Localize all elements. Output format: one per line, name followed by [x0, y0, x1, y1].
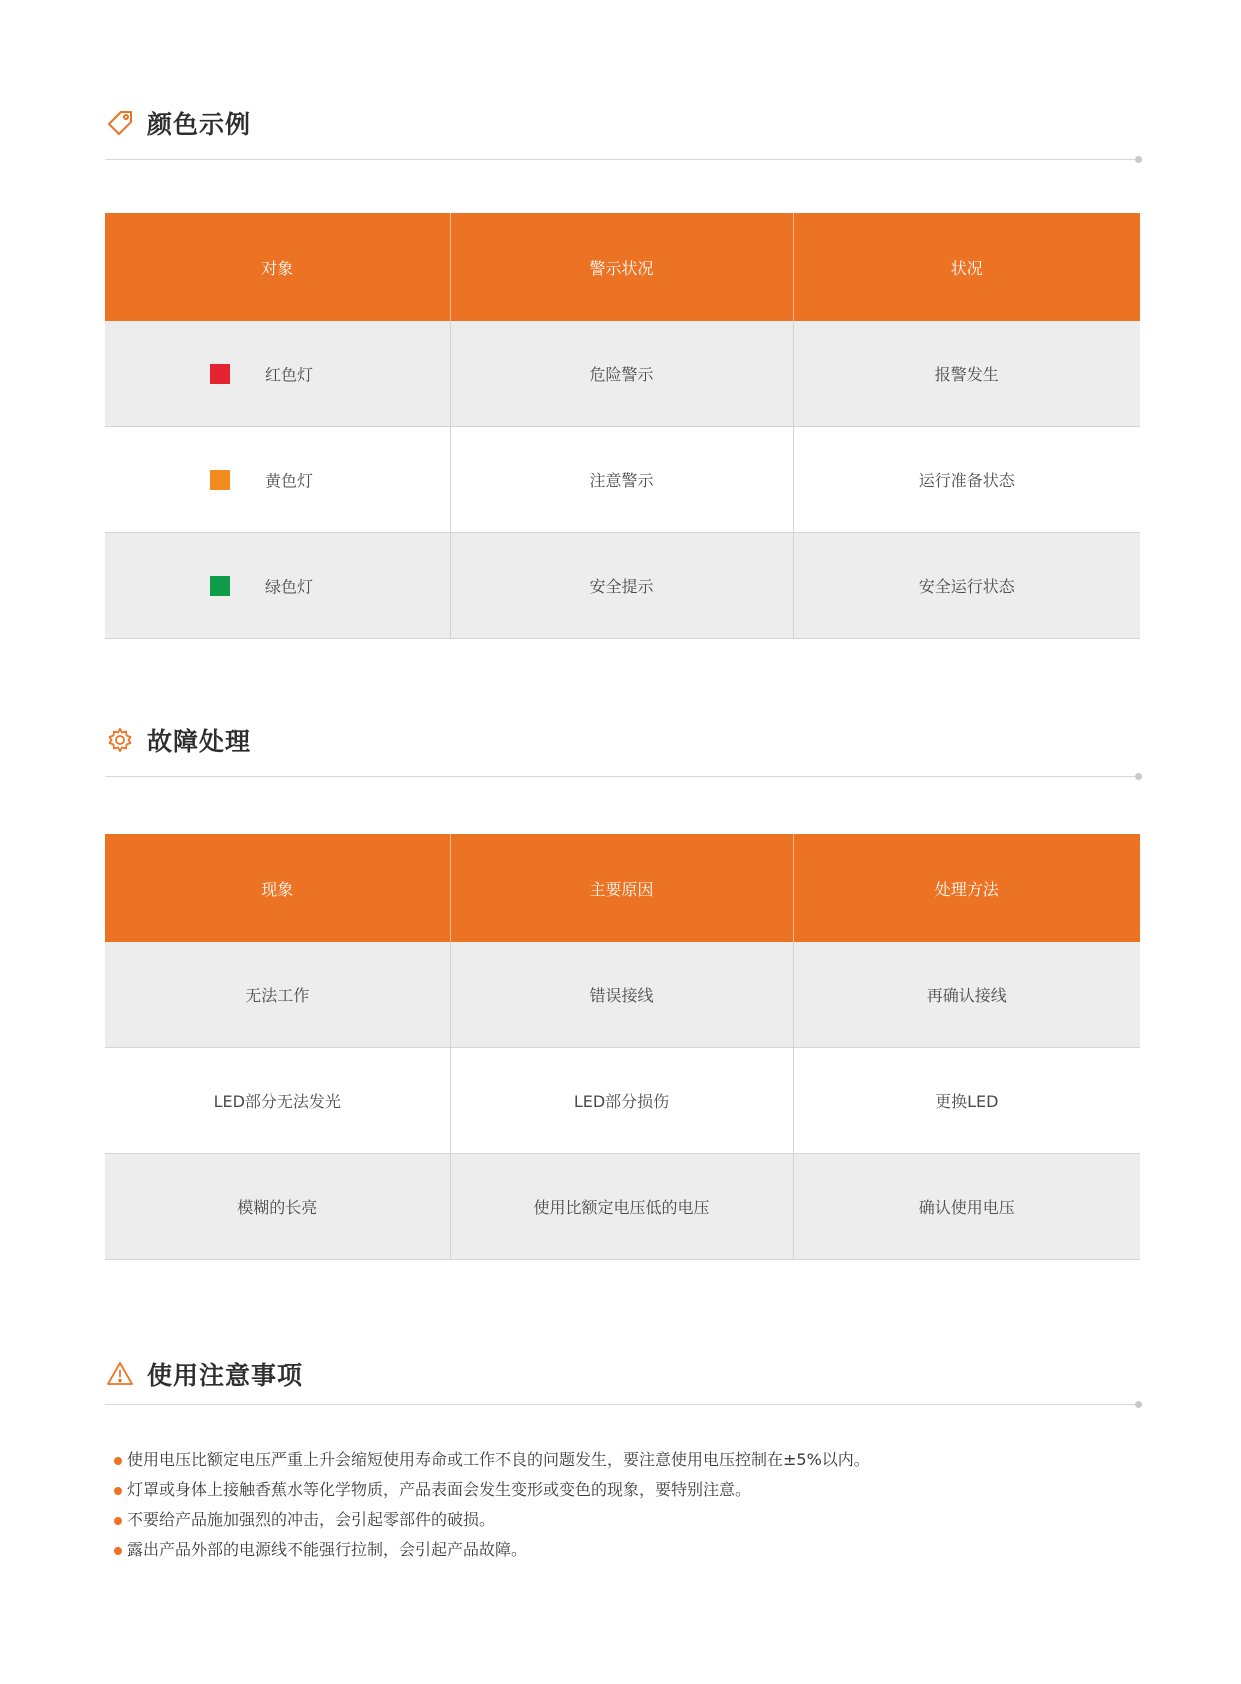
table-header-row	[105, 213, 1140, 321]
section-title: 颜色示例	[147, 110, 252, 139]
table-row	[105, 1154, 1140, 1260]
bullet-icon	[114, 1487, 122, 1495]
table-row	[105, 942, 1140, 1048]
object-label: 黄色灯	[265, 471, 314, 490]
table-row	[105, 321, 1140, 427]
solution-cell: 再确认接线	[793, 942, 1140, 1048]
warning-cell: 安全提示	[450, 533, 793, 639]
divider	[105, 159, 1140, 160]
yellow-swatch	[210, 470, 230, 490]
fault-table	[105, 834, 1140, 1260]
section-title: 使用注意事项	[147, 1361, 304, 1390]
column-header: 状况	[793, 213, 1140, 321]
section-color-example	[105, 103, 1140, 143]
green-swatch	[210, 576, 230, 596]
status-cell: 安全运行状态	[793, 533, 1140, 639]
note-text: 使用电压比额定电压严重上升会缩短使用寿命或工作不良的问题发生，要注意使用电压控制在±5%以内。	[127, 1450, 870, 1469]
warning-icon	[105, 1359, 135, 1389]
note-text: 露出产品外部的电源线不能强行拉制，会引起产品故障。	[127, 1540, 528, 1559]
cause-cell: LED部分损伤	[450, 1048, 793, 1154]
warning-cell: 危险警示	[450, 321, 793, 427]
gear-icon	[105, 725, 135, 755]
table-row	[105, 1048, 1140, 1154]
list-item	[112, 1475, 1132, 1505]
note-text: 灯罩或身体上接触香蕉水等化学物质，产品表面会发生变形或变色的现象，要特别注意。	[127, 1480, 752, 1499]
divider	[105, 1404, 1140, 1405]
column-header: 处理方法	[793, 834, 1140, 942]
cause-cell: 使用比额定电压低的电压	[450, 1154, 793, 1260]
object-label: 绿色灯	[265, 577, 314, 596]
object-cell	[105, 533, 450, 639]
table-row	[105, 533, 1140, 639]
bullet-icon	[114, 1517, 122, 1525]
section-precautions	[105, 1354, 1140, 1394]
solution-cell: 更换LED	[793, 1048, 1140, 1154]
symptom-cell: 模糊的长亮	[105, 1154, 450, 1260]
precautions-list	[112, 1445, 1132, 1565]
status-cell: 运行准备状态	[793, 427, 1140, 533]
column-header: 现象	[105, 834, 450, 942]
red-swatch	[210, 364, 230, 384]
cause-cell: 错误接线	[450, 942, 793, 1048]
object-label: 红色灯	[265, 365, 314, 384]
list-item	[112, 1445, 1132, 1475]
column-header: 对象	[105, 213, 450, 321]
section-title: 故障处理	[147, 727, 252, 756]
column-header: 主要原因	[450, 834, 793, 942]
solution-cell: 确认使用电压	[793, 1154, 1140, 1260]
status-cell: 报警发生	[793, 321, 1140, 427]
table-row	[105, 427, 1140, 533]
tag-icon	[105, 108, 135, 138]
list-item	[112, 1535, 1132, 1565]
column-header: 警示状况	[450, 213, 793, 321]
bullet-icon	[114, 1547, 122, 1555]
divider	[105, 776, 1140, 777]
list-item	[112, 1505, 1132, 1535]
symptom-cell: LED部分无法发光	[105, 1048, 450, 1154]
object-cell	[105, 427, 450, 533]
symptom-cell: 无法工作	[105, 942, 450, 1048]
warning-cell: 注意警示	[450, 427, 793, 533]
object-cell	[105, 321, 450, 427]
note-text: 不要给产品施加强烈的冲击，会引起零部件的破损。	[127, 1510, 496, 1529]
color-table	[105, 213, 1140, 639]
table-header-row	[105, 834, 1140, 942]
section-troubleshooting	[105, 720, 1140, 760]
bullet-icon	[114, 1457, 122, 1465]
